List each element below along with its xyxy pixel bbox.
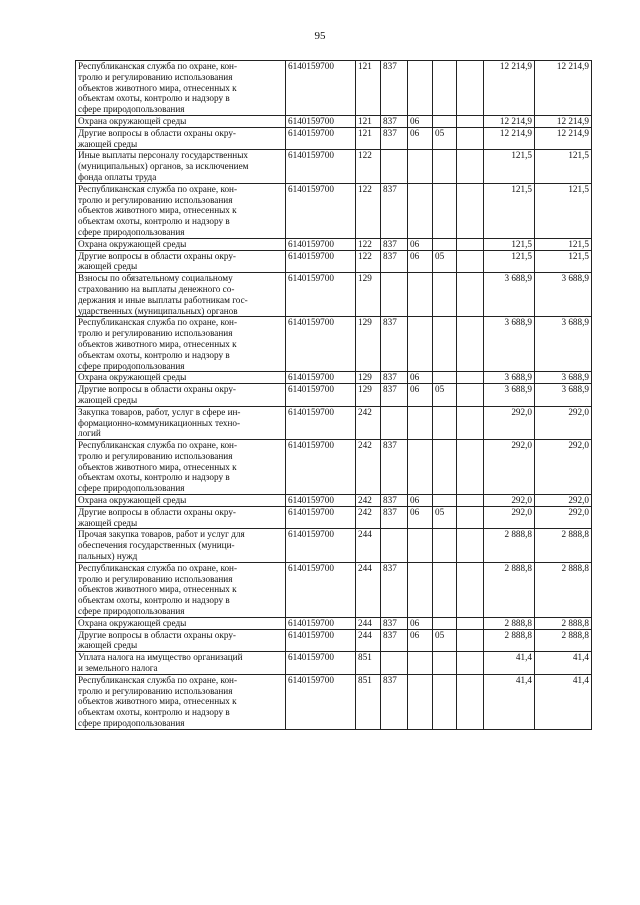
cell-empty: [457, 674, 484, 729]
cell-name: Республиканская служба по охране, кон- тролю и регулированию использования объектов животного мира, отнесенных к объектам охоты, контролю и надзору в сфере природопользования: [76, 183, 286, 238]
cell-administrator-code: [381, 529, 408, 562]
cell-subsection: [433, 183, 457, 238]
cell-name: Другие вопросы в области охраны окру- жающей среды: [76, 127, 286, 150]
table-row: [76, 273, 592, 317]
cell-amount-1: 3 688,9: [484, 273, 535, 317]
cell-section: [408, 183, 433, 238]
cell-administrator-code: [381, 652, 408, 675]
cell-expense-type: 242: [356, 506, 381, 529]
cell-name: Охрана окружающей среды: [76, 238, 286, 250]
cell-name: Республиканская служба по охране, кон- тролю и регулированию использования объектов животного мира, отнесенных к объектам охоты, контролю и надзору в сфере природопользования: [76, 562, 286, 617]
cell-section: [408, 652, 433, 675]
cell-subsection: [433, 674, 457, 729]
cell-amount-1: 121,5: [484, 150, 535, 183]
cell-target-article: 6140159700: [286, 317, 356, 372]
cell-target-article: 6140159700: [286, 273, 356, 317]
table-row: [76, 629, 592, 652]
cell-amount-2: 2 888,8: [535, 629, 592, 652]
cell-administrator-code: 837: [381, 127, 408, 150]
table-row: [76, 250, 592, 273]
cell-section: [408, 406, 433, 439]
cell-subsection: [433, 150, 457, 183]
cell-amount-1: 292,0: [484, 406, 535, 439]
cell-amount-2: 12 214,9: [535, 115, 592, 127]
table-row: [76, 652, 592, 675]
cell-name: Другие вопросы в области охраны окру- жающей среды: [76, 250, 286, 273]
cell-amount-2: 41,4: [535, 674, 592, 729]
cell-target-article: 6140159700: [286, 406, 356, 439]
cell-administrator-code: 837: [381, 61, 408, 116]
cell-name: Взносы по обязательному социальному страхованию на выплаты денежного со- держания и иные выплаты работникам гос- ударственных (муниципальных) органов: [76, 273, 286, 317]
cell-name: Другие вопросы в области охраны окру- жающей среды: [76, 629, 286, 652]
cell-target-article: 6140159700: [286, 617, 356, 629]
cell-expense-type: 242: [356, 495, 381, 507]
cell-expense-type: 122: [356, 250, 381, 273]
cell-amount-2: 3 688,9: [535, 317, 592, 372]
cell-expense-type: 244: [356, 629, 381, 652]
cell-expense-type: 129: [356, 384, 381, 407]
cell-section: [408, 273, 433, 317]
cell-target-article: 6140159700: [286, 150, 356, 183]
cell-amount-2: 3 688,9: [535, 273, 592, 317]
cell-subsection: [433, 61, 457, 116]
page-number: 95: [314, 30, 326, 42]
cell-expense-type: 122: [356, 183, 381, 238]
cell-subsection: [433, 273, 457, 317]
cell-target-article: 6140159700: [286, 183, 356, 238]
cell-name: Республиканская служба по охране, кон- тролю и регулированию использования объектов животного мира, отнесенных к объектам охоты, контролю и надзору в сфере природопользования: [76, 674, 286, 729]
cell-section: 06: [408, 506, 433, 529]
cell-subsection: 05: [433, 506, 457, 529]
cell-name: Другие вопросы в области охраны окру- жающей среды: [76, 506, 286, 529]
cell-empty: [457, 238, 484, 250]
cell-expense-type: 122: [356, 150, 381, 183]
cell-target-article: 6140159700: [286, 440, 356, 495]
cell-empty: [457, 61, 484, 116]
cell-empty: [457, 529, 484, 562]
cell-amount-2: 292,0: [535, 406, 592, 439]
table-body: [76, 61, 592, 730]
table-row: [76, 183, 592, 238]
cell-amount-2: 292,0: [535, 495, 592, 507]
cell-section: 06: [408, 384, 433, 407]
cell-empty: [457, 150, 484, 183]
cell-amount-1: 12 214,9: [484, 115, 535, 127]
table-row: [76, 529, 592, 562]
cell-name: Республиканская служба по охране, кон- тролю и регулированию использования объектов животного мира, отнесенных к объектам охоты, контролю и надзору в сфере природопользования: [76, 61, 286, 116]
cell-target-article: 6140159700: [286, 127, 356, 150]
cell-name: Иные выплаты персоналу государственных (муниципальных) органов, за исключением фонда оплаты труда: [76, 150, 286, 183]
cell-amount-1: 121,5: [484, 238, 535, 250]
cell-administrator-code: 837: [381, 629, 408, 652]
cell-name: Уплата налога на имущество организаций и земельного налога: [76, 652, 286, 675]
cell-administrator-code: 837: [381, 440, 408, 495]
cell-administrator-code: 837: [381, 617, 408, 629]
cell-amount-1: 41,4: [484, 674, 535, 729]
cell-target-article: 6140159700: [286, 674, 356, 729]
cell-empty: [457, 652, 484, 675]
cell-expense-type: 851: [356, 674, 381, 729]
cell-empty: [457, 617, 484, 629]
cell-amount-2: 292,0: [535, 440, 592, 495]
cell-amount-1: 2 888,8: [484, 617, 535, 629]
cell-empty: [457, 372, 484, 384]
cell-name: Охрана окружающей среды: [76, 495, 286, 507]
cell-expense-type: 244: [356, 529, 381, 562]
cell-expense-type: 242: [356, 440, 381, 495]
cell-administrator-code: 837: [381, 674, 408, 729]
cell-expense-type: 244: [356, 562, 381, 617]
cell-expense-type: 242: [356, 406, 381, 439]
cell-subsection: 05: [433, 629, 457, 652]
cell-section: 06: [408, 127, 433, 150]
cell-amount-1: 3 688,9: [484, 384, 535, 407]
cell-expense-type: 851: [356, 652, 381, 675]
cell-amount-2: 2 888,8: [535, 529, 592, 562]
cell-amount-1: 2 888,8: [484, 629, 535, 652]
cell-name: Закупка товаров, работ, услуг в сфере ин- формационно-коммуникационных техно- логий: [76, 406, 286, 439]
cell-target-article: 6140159700: [286, 495, 356, 507]
cell-administrator-code: 837: [381, 317, 408, 372]
cell-target-article: 6140159700: [286, 562, 356, 617]
cell-amount-1: 3 688,9: [484, 317, 535, 372]
cell-amount-1: 292,0: [484, 506, 535, 529]
cell-amount-2: 12 214,9: [535, 61, 592, 116]
cell-administrator-code: 837: [381, 384, 408, 407]
cell-section: [408, 61, 433, 116]
cell-target-article: 6140159700: [286, 384, 356, 407]
cell-administrator-code: 837: [381, 183, 408, 238]
cell-amount-2: 3 688,9: [535, 384, 592, 407]
table-row: [76, 238, 592, 250]
budget-table: [75, 60, 592, 730]
table-row: [76, 127, 592, 150]
cell-section: [408, 529, 433, 562]
table-row: [76, 61, 592, 116]
cell-subsection: [433, 440, 457, 495]
table-row: [76, 384, 592, 407]
cell-target-article: 6140159700: [286, 529, 356, 562]
cell-empty: [457, 406, 484, 439]
cell-subsection: [433, 317, 457, 372]
cell-administrator-code: [381, 150, 408, 183]
cell-empty: [457, 115, 484, 127]
table-row: [76, 150, 592, 183]
cell-administrator-code: 837: [381, 115, 408, 127]
cell-subsection: [433, 495, 457, 507]
table-row: [76, 506, 592, 529]
cell-target-article: 6140159700: [286, 250, 356, 273]
cell-empty: [457, 506, 484, 529]
table-row: [76, 617, 592, 629]
cell-target-article: 6140159700: [286, 629, 356, 652]
cell-administrator-code: 837: [381, 506, 408, 529]
cell-section: 06: [408, 629, 433, 652]
table-row: [76, 317, 592, 372]
cell-subsection: [433, 115, 457, 127]
cell-section: [408, 440, 433, 495]
cell-subsection: [433, 406, 457, 439]
cell-amount-2: 121,5: [535, 238, 592, 250]
cell-subsection: 05: [433, 384, 457, 407]
cell-amount-1: 12 214,9: [484, 127, 535, 150]
cell-subsection: [433, 562, 457, 617]
cell-amount-2: 2 888,8: [535, 617, 592, 629]
cell-section: 06: [408, 617, 433, 629]
cell-amount-2: 121,5: [535, 183, 592, 238]
cell-subsection: [433, 372, 457, 384]
cell-target-article: 6140159700: [286, 372, 356, 384]
cell-amount-1: 2 888,8: [484, 529, 535, 562]
cell-empty: [457, 629, 484, 652]
cell-empty: [457, 273, 484, 317]
cell-section: 06: [408, 238, 433, 250]
cell-section: [408, 317, 433, 372]
cell-expense-type: 121: [356, 61, 381, 116]
cell-amount-2: 12 214,9: [535, 127, 592, 150]
cell-name: Охрана окружающей среды: [76, 115, 286, 127]
cell-section: 06: [408, 250, 433, 273]
cell-amount-1: 121,5: [484, 183, 535, 238]
cell-target-article: 6140159700: [286, 115, 356, 127]
cell-amount-2: 41,4: [535, 652, 592, 675]
table-row: [76, 115, 592, 127]
table-row: [76, 372, 592, 384]
cell-amount-2: 3 688,9: [535, 372, 592, 384]
cell-empty: [457, 440, 484, 495]
cell-empty: [457, 384, 484, 407]
cell-expense-type: 129: [356, 273, 381, 317]
cell-subsection: [433, 238, 457, 250]
cell-name: Охрана окружающей среды: [76, 617, 286, 629]
cell-amount-2: 121,5: [535, 150, 592, 183]
cell-section: 06: [408, 372, 433, 384]
table-row: [76, 440, 592, 495]
table-row: [76, 406, 592, 439]
cell-amount-2: 292,0: [535, 506, 592, 529]
cell-empty: [457, 127, 484, 150]
cell-section: 06: [408, 495, 433, 507]
cell-subsection: [433, 529, 457, 562]
cell-section: 06: [408, 115, 433, 127]
cell-name: Прочая закупка товаров, работ и услуг для обеспечения государственных (муници- пальных) нужд: [76, 529, 286, 562]
cell-amount-2: 2 888,8: [535, 562, 592, 617]
cell-administrator-code: 837: [381, 238, 408, 250]
cell-section: [408, 562, 433, 617]
cell-subsection: 05: [433, 127, 457, 150]
cell-empty: [457, 183, 484, 238]
cell-amount-1: 2 888,8: [484, 562, 535, 617]
cell-administrator-code: 837: [381, 562, 408, 617]
cell-administrator-code: [381, 273, 408, 317]
cell-amount-1: 292,0: [484, 495, 535, 507]
cell-empty: [457, 562, 484, 617]
cell-target-article: 6140159700: [286, 506, 356, 529]
table-row: [76, 674, 592, 729]
cell-administrator-code: 837: [381, 495, 408, 507]
cell-amount-1: 12 214,9: [484, 61, 535, 116]
cell-section: [408, 150, 433, 183]
cell-expense-type: 129: [356, 372, 381, 384]
cell-subsection: [433, 652, 457, 675]
cell-amount-1: 292,0: [484, 440, 535, 495]
cell-empty: [457, 495, 484, 507]
cell-expense-type: 244: [356, 617, 381, 629]
cell-administrator-code: 837: [381, 250, 408, 273]
cell-target-article: 6140159700: [286, 238, 356, 250]
cell-empty: [457, 250, 484, 273]
cell-expense-type: 121: [356, 127, 381, 150]
cell-amount-1: 3 688,9: [484, 372, 535, 384]
cell-amount-1: 121,5: [484, 250, 535, 273]
cell-section: [408, 674, 433, 729]
cell-amount-1: 41,4: [484, 652, 535, 675]
cell-empty: [457, 317, 484, 372]
cell-subsection: [433, 617, 457, 629]
cell-name: Другие вопросы в области охраны окру- жающей среды: [76, 384, 286, 407]
cell-administrator-code: [381, 406, 408, 439]
cell-target-article: 6140159700: [286, 61, 356, 116]
cell-administrator-code: 837: [381, 372, 408, 384]
cell-name: Охрана окружающей среды: [76, 372, 286, 384]
cell-subsection: 05: [433, 250, 457, 273]
cell-expense-type: 121: [356, 115, 381, 127]
table-row: [76, 562, 592, 617]
cell-name: Республиканская служба по охране, кон- тролю и регулированию использования объектов животного мира, отнесенных к объектам охоты, контролю и надзору в сфере природопользования: [76, 440, 286, 495]
cell-expense-type: 122: [356, 238, 381, 250]
cell-expense-type: 129: [356, 317, 381, 372]
cell-amount-2: 121,5: [535, 250, 592, 273]
table-row: [76, 495, 592, 507]
cell-target-article: 6140159700: [286, 652, 356, 675]
cell-name: Республиканская служба по охране, кон- тролю и регулированию использования объектов животного мира, отнесенных к объектам охоты, контролю и надзору в сфере природопользования: [76, 317, 286, 372]
